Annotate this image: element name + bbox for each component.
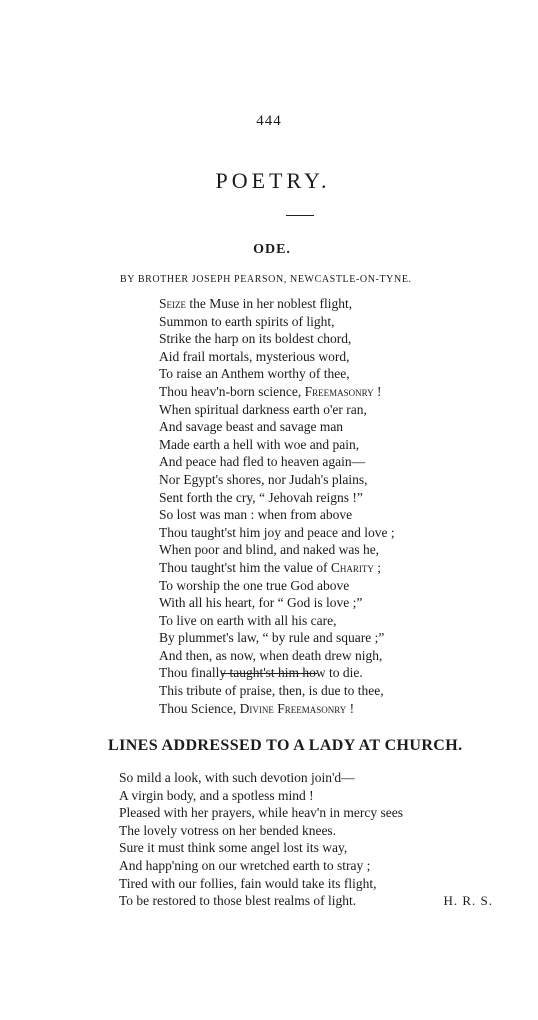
lines-line — [119, 787, 403, 805]
page-number: 444 — [256, 113, 282, 129]
ode-line — [159, 594, 395, 612]
ode-byline: BY BROTHER JOSEPH PEARSON, NEWCASTLE-ON-TYNE. — [120, 274, 412, 285]
verse-text: When poor and blind, and naked was he, — [159, 542, 380, 558]
ode-line — [159, 330, 395, 348]
ode-line — [159, 401, 395, 419]
section-title: POETRY. — [215, 168, 331, 193]
verse-text: Freemasonry — [304, 383, 374, 399]
lines-line — [119, 822, 403, 840]
lines-line — [119, 875, 403, 893]
verse-text: Thou heav'n-born science, — [159, 383, 305, 399]
verse-text: Tired with our follies, fain would take its flight, — [119, 875, 377, 891]
ode-line — [159, 612, 395, 630]
ode-line — [159, 682, 395, 700]
verse-text: The lovely votress on her bended knees. — [119, 822, 337, 838]
verse-text: To raise an Anthem worthy of thee, — [159, 366, 350, 382]
verse-text: When spiritual darkness earth o'er ran, — [159, 401, 367, 417]
verse-text: So lost was man : when from above — [159, 507, 353, 523]
ode-line — [159, 383, 395, 401]
short-rule — [286, 215, 314, 216]
lines-poem-title: LINES ADDRESSED TO A LADY AT CHURCH. — [108, 737, 463, 754]
verse-text: So mild a look, with such devotion join'd— — [119, 770, 355, 785]
lines-line — [119, 804, 403, 822]
verse-text: Thou taught'st him the value of — [159, 559, 331, 575]
verse-text: Sure it must think some angel lost its way, — [119, 840, 348, 856]
ode-title: ODE. — [253, 242, 291, 257]
ode-line — [159, 506, 395, 524]
verse-text: This tribute of praise, then, is due to thee, — [159, 683, 384, 699]
verse-text: Nor Egypt's shores, nor Judah's plains, — [159, 471, 368, 487]
verse-text: Summon to earth spirits of light, — [159, 313, 335, 329]
verse-text: To live on earth with all his care, — [159, 612, 337, 628]
lines-line — [119, 857, 403, 875]
verse-text: Thou finally taught'st him how to die. — [159, 665, 363, 681]
verse-text: To be restored to those blest realms of light. — [119, 893, 357, 909]
section-divider — [221, 673, 317, 674]
verse-text: the Muse in her noblest flight, — [186, 296, 353, 311]
ode-line — [159, 541, 395, 559]
signature: H. R. S. — [443, 893, 493, 908]
verse-text: Thou Science, — [159, 700, 240, 716]
verse-text: Charity — [330, 559, 374, 575]
verse-text: Pleased with her prayers, while heav'n in mercy sees — [119, 805, 403, 821]
ode-line — [159, 453, 395, 471]
ode-line — [159, 471, 395, 489]
lines-line — [119, 892, 403, 910]
verse-text: Divine Freemasonry — [239, 700, 347, 716]
verse-text: Thou taught'st him joy and peace and love ; — [159, 524, 395, 540]
ode-line — [159, 559, 395, 577]
lines-line — [119, 839, 403, 857]
verse-text: With all his heart, for “ God is love ;” — [159, 595, 363, 611]
ode-line — [159, 629, 395, 647]
verse-text: ! — [373, 383, 382, 399]
ode-line — [159, 577, 395, 595]
lines-poem-verses — [119, 769, 403, 910]
verse-text: And savage beast and savage man — [159, 419, 344, 435]
ode-line — [159, 436, 395, 454]
ode-line — [159, 295, 395, 313]
ode-line — [159, 489, 395, 507]
ode-line — [159, 647, 395, 665]
verse-text: Sent forth the cry, “ Jehovah reigns !” — [159, 489, 363, 505]
verse-text: Strike the harp on its boldest chord, — [159, 331, 352, 347]
verse-text: Aid frail mortals, mysterious word, — [159, 348, 350, 364]
verse-text: And then, as now, when death drew nigh, — [159, 647, 383, 663]
ode-line — [159, 365, 395, 383]
ode-line — [159, 313, 395, 331]
verse-text: ! — [346, 700, 355, 716]
verse-text: Made earth a hell with woe and pain, — [159, 436, 360, 452]
verse-text: Seize — [159, 296, 186, 311]
ode-line — [159, 700, 395, 718]
verse-text: ; — [373, 559, 382, 575]
ode-verses — [159, 295, 395, 717]
verse-text: And happ'ning on our wretched earth to stray ; — [119, 857, 371, 873]
ode-line — [159, 348, 395, 366]
ode-line — [159, 524, 395, 542]
verse-text: By plummet's law, “ by rule and square ;” — [159, 630, 385, 646]
verse-text: And peace had fled to heaven again— — [159, 454, 366, 470]
lines-line — [119, 769, 403, 787]
ode-line — [159, 418, 395, 436]
verse-text: A virgin body, and a spotless mind ! — [119, 787, 314, 803]
verse-text: To worship the one true God above — [159, 577, 350, 593]
